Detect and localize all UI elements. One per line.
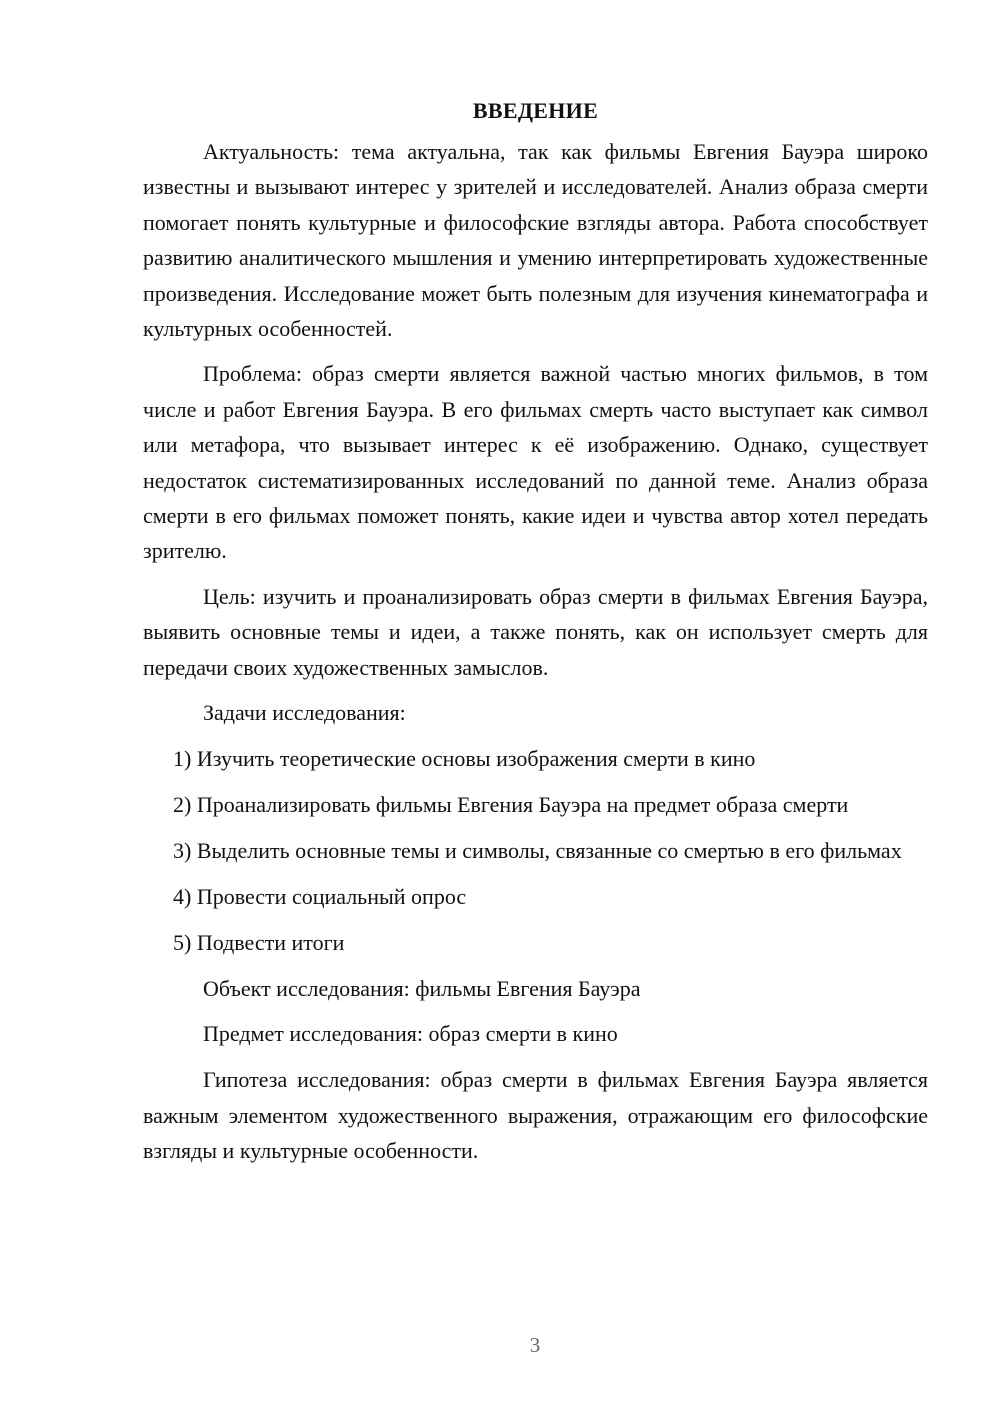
tasks-heading: Задачи исследования: xyxy=(203,700,406,726)
research-subject: Предмет исследования: образ смерти в кино xyxy=(203,1021,618,1047)
task-item-1: 1) Изучить теоретические основы изображения смерти в кино xyxy=(173,746,756,771)
research-hypothesis: Гипотеза исследования: образ смерти в фильмах Евгения Бауэра является важным элементом художественного выражения, отражающим его философские взгляды и культурные особенности. xyxy=(143,1067,928,1164)
document-page xyxy=(143,94,928,1169)
task-item-2: 2) Проанализировать фильмы Евгения Бауэра на предмет образа смерти xyxy=(173,791,849,817)
section-title: ВВЕДЕНИЕ xyxy=(472,98,599,123)
page-number: 3 xyxy=(529,1333,541,1357)
task-item-3: 3) Выделить основные темы и символы, связанные со смертью в его фильмах xyxy=(173,837,902,863)
goal-paragraph: Цель: изучить и проанализировать образ смерти в фильмах Евгения Бауэра, выявить основные темы и идеи, а также понять, как он использует смерть для передачи своих художественных замыслов. xyxy=(143,583,928,680)
task-item-5: 5) Подвести итоги xyxy=(173,929,345,955)
task-item-4: 4) Провести социальный опрос xyxy=(173,883,467,909)
relevance-paragraph: Актуальность: тема актуальна, так как фильмы Евгения Бауэра широко известны и вызывают интерес у зрителей и исследователей. Анализ образа смерти помогает понять культурные и философские взгляды автора. Работа способствует развитию аналитического мышления и умению интерпретировать художественные произведения. Исследование может быть полезным для изучения кинематографа и культурных особенностей. xyxy=(143,139,928,342)
research-object: Объект исследования: фильмы Евгения Бауэра xyxy=(203,975,641,1001)
problem-paragraph: Проблема: образ смерти является важной частью многих фильмов, в том числе и работ Евгения Бауэра. В его фильмах смерть часто выступает как символ или метафора, что вызывает интерес к её изображению. Однако, существует недостаток систематизированных исследований по данной теме. Анализ образа смерти в его фильмах поможет понять, какие идеи и чувства автор хотел передать зрителю. xyxy=(143,361,928,564)
